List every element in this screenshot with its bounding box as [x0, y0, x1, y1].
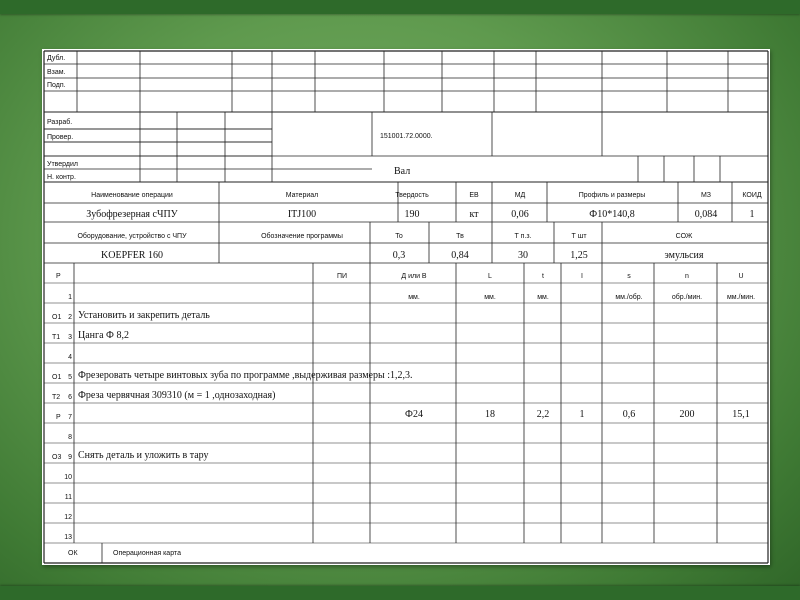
row-8-number: 8 [68, 434, 72, 441]
footer-ok: ОК [68, 550, 78, 557]
row-4-number: 4 [68, 354, 72, 361]
label-n-kontr: Н. контр. [47, 174, 76, 181]
header-tpz: Т п.з. [514, 233, 532, 240]
header-v: U [738, 273, 744, 280]
value-hardness: 190 [404, 209, 420, 220]
unit-L: мм. [484, 294, 496, 301]
form-grid-lines [42, 49, 770, 565]
header-koid: КОИД [742, 192, 762, 199]
value-operation: Зубофрезерная сЧПУ [86, 209, 178, 220]
header-hardness: Твердость [395, 192, 429, 199]
row-9-text: Снять деталь и уложить в тару [78, 450, 209, 461]
header-ev: ЕВ [469, 192, 479, 199]
header-material: Материал [285, 192, 319, 199]
operation-card-document [42, 49, 770, 565]
row-2-text: Установить и закрепить деталь [78, 310, 210, 321]
row-1-number: 1 [68, 294, 72, 301]
header-to: То [395, 233, 403, 240]
footer-title: Операционная карта [113, 550, 181, 557]
value-tv: 0,84 [451, 250, 469, 261]
unit-s: мм./обр. [615, 294, 643, 301]
header-d-or-b: Д или В [401, 273, 427, 280]
header-s: s [627, 273, 631, 280]
row-7-number: 7 [68, 414, 72, 421]
row-7-t: 2,2 [536, 409, 550, 420]
label-prover: Провер. [47, 134, 74, 141]
header-i: I [581, 273, 583, 280]
row-7-s: 0,6 [622, 409, 636, 420]
row-7-n: 200 [679, 409, 695, 420]
row-6-code: Т2 [52, 394, 61, 401]
header-operation: Наименование операции [91, 192, 173, 199]
row-7-L: 18 [485, 409, 495, 420]
header-tv: Тв [456, 233, 464, 240]
label-dubl: Дубл. [47, 55, 66, 62]
row-9-number: 9 [68, 454, 72, 461]
row-5-code: О1 [52, 374, 62, 381]
value-profile: Ф10*140,8 [589, 209, 635, 220]
header-coolant: СОЖ [675, 233, 693, 240]
row-3-code: Т1 [52, 334, 61, 341]
label-utverdil: Утвердил [47, 161, 78, 168]
header-r: Р [56, 273, 61, 280]
header-md: МД [514, 192, 526, 199]
document-number: 151001.72.0000. [380, 133, 433, 140]
unit-t: мм. [537, 294, 549, 301]
header-tsht: Т шт [571, 233, 587, 240]
header-profile: Профиль и размеры [578, 192, 646, 199]
top-stripe [0, 0, 800, 14]
value-tpz: 30 [518, 250, 528, 261]
row-2-number: 2 [68, 314, 72, 321]
value-equipment: KOEPFER 160 [101, 250, 163, 261]
header-equipment: Оборудование, устройство с ЧПУ [77, 233, 187, 240]
row-10-number: 10 [64, 474, 72, 481]
bottom-stripe [0, 586, 800, 600]
row-5-text: Фрезеровать четыре винтовых зуба по программе ,выдерживая размеры :1,2,3. [78, 370, 413, 381]
row-11-number: 11 [64, 494, 72, 501]
row-12-number: 12 [64, 514, 72, 521]
label-podp: Подп. [47, 82, 66, 89]
value-mz: 0,084 [694, 209, 718, 220]
value-to: 0,3 [392, 250, 406, 261]
row-3-text: Цанга Ф 8,2 [78, 330, 129, 341]
row-7-v: 15,1 [732, 409, 750, 420]
label-vzam: Взам. [47, 69, 66, 76]
row-5-number: 5 [68, 374, 72, 381]
unit-n: обр./мин. [671, 294, 703, 301]
header-L: L [488, 273, 492, 280]
row-7-i: 1 [579, 409, 585, 420]
row-6-number: 6 [68, 394, 72, 401]
part-name: Вал [394, 166, 411, 177]
row-7-diameter: Ф24 [405, 409, 423, 420]
header-program: Обозначение программы [261, 233, 343, 240]
value-md: 0,06 [511, 209, 529, 220]
value-tsht: 1,25 [570, 250, 588, 261]
header-t: t [542, 273, 544, 280]
row-7-code: Р [56, 414, 61, 421]
value-ev: кт [469, 209, 479, 220]
row-13-number: 13 [64, 534, 72, 541]
value-coolant: эмульсия [664, 250, 704, 261]
row-3-number: 3 [68, 334, 72, 341]
label-razrab: Разраб. [47, 119, 73, 126]
value-material: ITJ100 [287, 209, 317, 220]
header-pi: ПИ [336, 273, 348, 280]
value-koid: 1 [749, 209, 755, 220]
unit-d: мм. [408, 294, 420, 301]
row-2-code: О1 [52, 314, 62, 321]
header-n: n [685, 273, 689, 280]
row-9-code: О3 [52, 454, 62, 461]
header-mz: МЗ [700, 192, 712, 199]
unit-v: мм./мин. [726, 294, 756, 301]
row-6-text: Фреза червячная 309310 (м = 1 ,однозаходная) [78, 390, 276, 401]
